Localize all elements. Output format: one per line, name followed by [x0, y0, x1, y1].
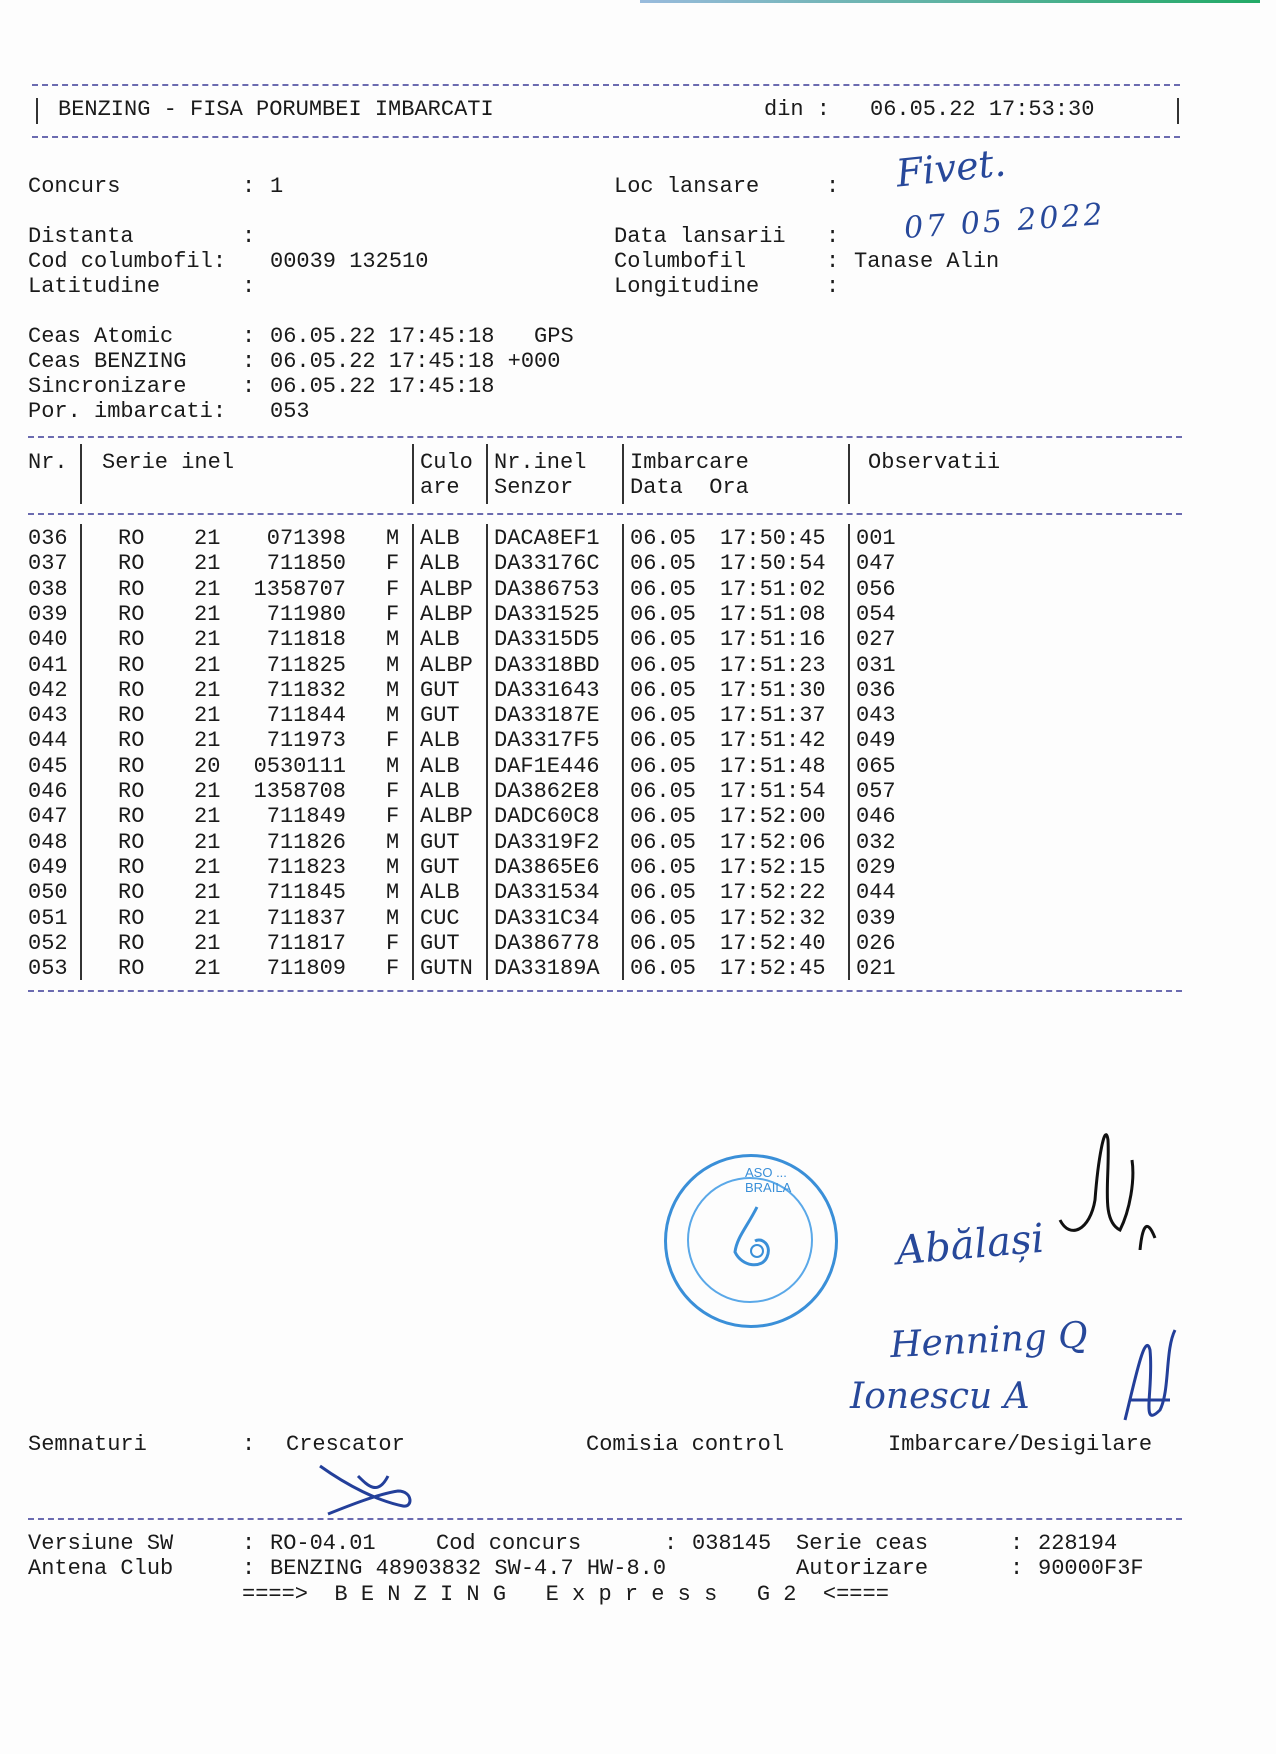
cell-an: 20 — [194, 753, 221, 779]
signature-scribble-1 — [1050, 1120, 1160, 1250]
table-row — [0, 931, 1276, 956]
cell-inel: 711980 — [266, 601, 346, 627]
cell-senzor: DA33176C — [494, 551, 600, 577]
cell-obs: 036 — [856, 677, 896, 703]
cell-sex: M — [386, 627, 400, 653]
autorizare-label: Autorizare — [796, 1556, 929, 1581]
cell-sex: M — [386, 753, 400, 779]
crescator-label: Crescator — [286, 1432, 405, 1457]
cell-tara: RO — [118, 804, 145, 830]
cell-senzor: DA386778 — [494, 930, 600, 956]
cell-tara: RO — [118, 526, 145, 551]
cell-nr: 045 — [28, 753, 68, 779]
cell-inel: 711849 — [266, 804, 346, 830]
cell-nr: 052 — [28, 930, 68, 956]
cell-ora: 17:52:00 — [720, 804, 826, 830]
cell-data: 06.05 — [630, 677, 697, 703]
cell-obs: 054 — [856, 601, 896, 627]
versiune-colon: : — [242, 1531, 256, 1556]
cell-obs: 032 — [856, 829, 896, 855]
cell-data: 06.05 — [630, 728, 697, 754]
cell-inel: 711850 — [266, 551, 346, 577]
cell-data: 06.05 — [630, 753, 697, 779]
col-are-header: are — [420, 475, 460, 500]
din-value: 06.05.22 17:53:30 — [870, 97, 1095, 122]
crescator-signature-scribble — [318, 1456, 418, 1516]
cell-culoare: GUTN — [420, 956, 473, 982]
longitudine-colon: : — [826, 274, 840, 299]
cell-tara: RO — [118, 753, 145, 779]
cell-sex: F — [386, 728, 400, 754]
col-imbarcare-header: Imbarcare — [630, 450, 749, 475]
imbarcare-desigilare-label: Imbarcare/Desigilare — [888, 1432, 1153, 1457]
cell-obs: 029 — [856, 854, 896, 880]
latitudine-colon: : — [242, 274, 256, 299]
cell-sex: M — [386, 880, 400, 906]
cell-data: 06.05 — [630, 804, 697, 830]
loc-lansare-handwritten: Fivet. — [894, 140, 1008, 196]
footer-rule — [28, 1518, 1182, 1520]
cell-ora: 17:52:22 — [720, 880, 826, 906]
cell-ora: 17:51:02 — [720, 576, 826, 602]
cell-tara: RO — [118, 930, 145, 956]
cell-data: 06.05 — [630, 880, 697, 906]
cell-culoare: ALB — [420, 753, 460, 779]
col-dataora-header: Data Ora — [630, 475, 749, 500]
cell-nr: 041 — [28, 652, 68, 678]
cell-an: 21 — [194, 526, 221, 551]
cell-sex: M — [386, 829, 400, 855]
cell-obs: 044 — [856, 880, 896, 906]
cell-ora: 17:52:32 — [720, 905, 826, 931]
serie-ceas-value: 228194 — [1038, 1531, 1118, 1556]
cell-obs: 001 — [856, 526, 896, 551]
distanta-label: Distanta — [28, 224, 134, 249]
cell-ora: 17:52:15 — [720, 854, 826, 880]
din-label: din : — [764, 97, 831, 122]
cell-sex: M — [386, 905, 400, 931]
header-top-rule — [32, 84, 1180, 86]
cell-ora: 17:51:54 — [720, 779, 826, 804]
cell-senzor: DA331643 — [494, 677, 600, 703]
header-left-bar — [36, 98, 38, 124]
cell-tara: RO — [118, 576, 145, 602]
ceas-benzing-value: 06.05.22 17:45:18 +000 — [270, 349, 561, 374]
cell-an: 21 — [194, 601, 221, 627]
cell-an: 21 — [194, 576, 221, 602]
cell-senzor: DA33189A — [494, 956, 600, 982]
cell-tara: RO — [118, 652, 145, 678]
cell-obs: 056 — [856, 576, 896, 602]
signature-name-2: Henning Q — [889, 1314, 1089, 1367]
cell-sex: M — [386, 703, 400, 729]
cod-columbofil-label: Cod columbofil: — [28, 249, 227, 274]
col-sep-4-head — [622, 444, 624, 504]
cell-senzor: DA331525 — [494, 601, 600, 627]
cell-tara: RO — [118, 601, 145, 627]
data-lansarii-colon: : — [826, 224, 840, 249]
cell-sex: M — [386, 677, 400, 703]
por-imbarcati-value: 053 — [270, 399, 310, 424]
data-lansarii-label: Data lansarii — [614, 224, 786, 249]
cell-tara: RO — [118, 677, 145, 703]
col-serie-header: Serie inel — [102, 450, 235, 475]
longitudine-label: Longitudine — [614, 274, 760, 299]
col-nr-header: Nr. — [28, 450, 68, 475]
cell-obs: 043 — [856, 703, 896, 729]
antena-value: BENZING 48903832 SW-4.7 HW-8.0 — [270, 1556, 667, 1581]
cell-culoare: ALB — [420, 779, 460, 804]
cell-culoare: CUC — [420, 905, 460, 931]
cod-concurs-value: 038145 — [692, 1531, 772, 1556]
cell-ora: 17:50:45 — [720, 526, 826, 551]
cell-inel: 711837 — [266, 905, 346, 931]
col-sep-1-head — [80, 444, 82, 504]
cell-tara: RO — [118, 728, 145, 754]
signature-name-1: Abălași — [894, 1215, 1047, 1275]
table-row — [0, 728, 1276, 753]
cell-an: 21 — [194, 880, 221, 906]
concurs-value: 1 — [270, 174, 284, 199]
cell-data: 06.05 — [630, 601, 697, 627]
cell-nr: 050 — [28, 880, 68, 906]
cell-obs: 049 — [856, 728, 896, 754]
cell-sex: M — [386, 652, 400, 678]
cell-senzor: DA386753 — [494, 576, 600, 602]
col-senzor-header: Senzor — [494, 475, 574, 500]
ceas-atomic-label: Ceas Atomic — [28, 324, 174, 349]
cell-data: 06.05 — [630, 576, 697, 602]
cell-tara: RO — [118, 703, 145, 729]
cell-nr: 047 — [28, 804, 68, 830]
table-row — [0, 526, 1276, 551]
cell-sex: F — [386, 576, 400, 602]
cell-ora: 17:52:40 — [720, 930, 826, 956]
cell-data: 06.05 — [630, 854, 697, 880]
cell-inel: 711823 — [266, 854, 346, 880]
table-row — [0, 804, 1276, 829]
cell-inel: 711826 — [266, 829, 346, 855]
pigeon-emblem-icon — [707, 1197, 797, 1287]
cell-nr: 048 — [28, 829, 68, 855]
page-title: BENZING - FISA PORUMBEI IMBARCATI — [58, 97, 494, 122]
table-row — [0, 577, 1276, 602]
cell-inel: 711818 — [266, 627, 346, 653]
table-row — [0, 653, 1276, 678]
table-row — [0, 627, 1276, 652]
cell-senzor: DA3319F2 — [494, 829, 600, 855]
cell-senzor: DA3862E8 — [494, 779, 600, 804]
cell-nr: 051 — [28, 905, 68, 931]
cell-an: 21 — [194, 905, 221, 931]
cell-obs: 057 — [856, 779, 896, 804]
semnaturi-colon: : — [242, 1432, 256, 1457]
cell-sex: F — [386, 956, 400, 982]
antena-colon: : — [242, 1556, 256, 1581]
cell-ora: 17:51:42 — [720, 728, 826, 754]
cell-inel: 711825 — [266, 652, 346, 678]
cell-an: 21 — [194, 627, 221, 653]
cell-ora: 17:50:54 — [720, 551, 826, 577]
table-row — [0, 855, 1276, 880]
cell-culoare: GUT — [420, 854, 460, 880]
cell-nr: 042 — [28, 677, 68, 703]
latitudine-label: Latitudine — [28, 274, 161, 299]
serie-ceas-label: Serie ceas — [796, 1531, 929, 1556]
cell-inel: 711844 — [266, 703, 346, 729]
scan-top-edge — [640, 0, 1260, 3]
cell-an: 21 — [194, 779, 221, 804]
cell-an: 21 — [194, 551, 221, 577]
cell-tara: RO — [118, 779, 145, 804]
cell-obs: 027 — [856, 627, 896, 653]
cell-inel: 711973 — [266, 728, 346, 754]
cell-obs: 065 — [856, 753, 896, 779]
sincronizare-colon: : — [242, 374, 256, 399]
cell-data: 06.05 — [630, 829, 697, 855]
cell-data: 06.05 — [630, 526, 697, 551]
signature-name-3: Ionescu A — [850, 1376, 1030, 1417]
sincronizare-value: 06.05.22 17:45:18 — [270, 374, 495, 399]
cod-columbofil-value: 00039 132510 — [270, 249, 429, 274]
cell-senzor: DA3865E6 — [494, 854, 600, 880]
ceas-atomic-colon: : — [242, 324, 256, 349]
cell-culoare: GUT — [420, 829, 460, 855]
cell-ora: 17:51:30 — [720, 677, 826, 703]
cell-sex: M — [386, 526, 400, 551]
cell-culoare: GUT — [420, 703, 460, 729]
col-sep-2-head — [412, 444, 414, 504]
col-nrinel-header: Nr.inel — [494, 450, 587, 475]
cell-senzor: DA3317F5 — [494, 728, 600, 754]
cell-inel: 0530111 — [253, 753, 346, 779]
cell-obs: 047 — [856, 551, 896, 577]
cell-culoare: ALBP — [420, 601, 473, 627]
cell-sex: M — [386, 854, 400, 880]
cell-culoare: ALB — [420, 627, 460, 653]
table-row — [0, 602, 1276, 627]
cell-an: 21 — [194, 804, 221, 830]
table-row — [0, 906, 1276, 931]
cell-obs: 026 — [856, 930, 896, 956]
cell-senzor: DA3318BD — [494, 652, 600, 678]
versiune-value: RO-04.01 — [270, 1531, 376, 1556]
cell-data: 06.05 — [630, 652, 697, 678]
cell-ora: 17:52:06 — [720, 829, 826, 855]
cell-culoare: ALBP — [420, 652, 473, 678]
header-bottom-rule — [32, 136, 1180, 138]
cell-sex: F — [386, 804, 400, 830]
cell-sex: F — [386, 779, 400, 804]
semnaturi-label: Semnaturi — [28, 1432, 147, 1457]
signature-scribble-2 — [1120, 1320, 1180, 1440]
cell-an: 21 — [194, 854, 221, 880]
columbofil-value: Tanase Alin — [854, 249, 1000, 274]
sincronizare-label: Sincronizare — [28, 374, 187, 399]
cell-senzor: DADC60C8 — [494, 804, 600, 830]
cell-an: 21 — [194, 956, 221, 982]
cell-ora: 17:51:08 — [720, 601, 826, 627]
table-bottom-rule — [28, 990, 1182, 992]
cell-nr: 044 — [28, 728, 68, 754]
cell-nr: 036 — [28, 526, 68, 551]
cell-culoare: ALB — [420, 728, 460, 754]
cell-nr: 046 — [28, 779, 68, 804]
cell-inel: 1358708 — [253, 779, 346, 804]
cell-nr: 049 — [28, 854, 68, 880]
cell-tara: RO — [118, 905, 145, 931]
table-row — [0, 678, 1276, 703]
cell-inel: 711832 — [266, 677, 346, 703]
columbofil-label: Columbofil — [614, 249, 747, 274]
table-row — [0, 956, 1276, 981]
cell-an: 21 — [194, 930, 221, 956]
cell-culoare: GUT — [420, 677, 460, 703]
cell-obs: 021 — [856, 956, 896, 982]
cell-tara: RO — [118, 627, 145, 653]
cell-culoare: ALBP — [420, 804, 473, 830]
versiune-label: Versiune SW — [28, 1531, 174, 1556]
cell-ora: 17:51:23 — [720, 652, 826, 678]
cell-senzor: DA331C34 — [494, 905, 600, 931]
cell-tara: RO — [118, 956, 145, 982]
table-row — [0, 830, 1276, 855]
cell-inel: 711845 — [266, 880, 346, 906]
table-row — [0, 754, 1276, 779]
cod-concurs-label: Cod concurs — [436, 1531, 582, 1556]
cell-data: 06.05 — [630, 779, 697, 804]
cell-nr: 043 — [28, 703, 68, 729]
cell-nr: 039 — [28, 601, 68, 627]
cell-obs: 046 — [856, 804, 896, 830]
col-observatii-header: Observatii — [868, 450, 1001, 475]
cell-an: 21 — [194, 829, 221, 855]
table-row — [0, 880, 1276, 905]
autorizare-colon: : — [1010, 1556, 1024, 1581]
cell-tara: RO — [118, 854, 145, 880]
cell-tara: RO — [118, 551, 145, 577]
cell-nr: 038 — [28, 576, 68, 602]
cell-culoare: ALB — [420, 551, 460, 577]
cell-an: 21 — [194, 703, 221, 729]
cell-ora: 17:51:37 — [720, 703, 826, 729]
cell-nr: 037 — [28, 551, 68, 577]
loc-lansare-colon: : — [826, 174, 840, 199]
por-imbarcati-label: Por. imbarcati: — [28, 399, 227, 424]
cell-culoare: ALB — [420, 526, 460, 551]
header-right-bar — [1177, 98, 1179, 124]
cell-obs: 031 — [856, 652, 896, 678]
cell-an: 21 — [194, 677, 221, 703]
table-row — [0, 779, 1276, 804]
cell-inel: 1358707 — [253, 576, 346, 602]
concurs-colon: : — [242, 174, 256, 199]
cell-obs: 039 — [856, 905, 896, 931]
cell-data: 06.05 — [630, 551, 697, 577]
association-stamp — [664, 1154, 838, 1328]
cell-data: 06.05 — [630, 930, 697, 956]
distanta-colon: : — [242, 224, 256, 249]
cell-senzor: DAF1E446 — [494, 753, 600, 779]
col-sep-5-head — [848, 444, 850, 504]
data-lansarii-handwritten: 07 05 2022 — [903, 197, 1107, 246]
serie-ceas-colon: : — [1010, 1531, 1024, 1556]
cell-tara: RO — [118, 829, 145, 855]
cell-data: 06.05 — [630, 905, 697, 931]
cell-culoare: GUT — [420, 930, 460, 956]
cell-data: 06.05 — [630, 956, 697, 982]
table-row — [0, 551, 1276, 576]
cell-data: 06.05 — [630, 627, 697, 653]
cell-culoare: ALB — [420, 880, 460, 906]
cell-ora: 17:51:16 — [720, 627, 826, 653]
ceas-atomic-value: 06.05.22 17:45:18 GPS — [270, 324, 574, 349]
cell-senzor: DA3315D5 — [494, 627, 600, 653]
concurs-label: Concurs — [28, 174, 121, 199]
cell-an: 21 — [194, 652, 221, 678]
cell-sex: F — [386, 601, 400, 627]
cell-senzor: DA33187E — [494, 703, 600, 729]
cell-ora: 17:52:45 — [720, 956, 826, 982]
ceas-benzing-label: Ceas BENZING — [28, 349, 187, 374]
cell-inel: 711817 — [266, 930, 346, 956]
table-header-rule — [28, 513, 1182, 515]
table-row — [0, 703, 1276, 728]
columbofil-colon: : — [826, 249, 840, 274]
cell-inel: 071398 — [266, 526, 346, 551]
comisia-control-label: Comisia control — [586, 1432, 785, 1457]
table-top-rule — [28, 436, 1182, 438]
cell-sex: F — [386, 551, 400, 577]
cell-sex: F — [386, 930, 400, 956]
cell-data: 06.05 — [630, 703, 697, 729]
cell-culoare: ALBP — [420, 576, 473, 602]
antena-label: Antena Club — [28, 1556, 174, 1581]
cod-concurs-colon: : — [664, 1531, 678, 1556]
cell-senzor: DA331534 — [494, 880, 600, 906]
cell-an: 21 — [194, 728, 221, 754]
cell-nr: 040 — [28, 627, 68, 653]
cell-ora: 17:51:48 — [720, 753, 826, 779]
loc-lansare-label: Loc lansare — [614, 174, 760, 199]
col-culo-header: Culo — [420, 450, 473, 475]
stamp-text: ASO ... BRAILA — [745, 1165, 792, 1195]
col-sep-3-head — [486, 444, 488, 504]
cell-nr: 053 — [28, 956, 68, 982]
cell-senzor: DACA8EF1 — [494, 526, 600, 551]
autorizare-value: 90000F3F — [1038, 1556, 1144, 1581]
ceas-benzing-colon: : — [242, 349, 256, 374]
benzing-express-banner: ====> B E N Z I N G E x p r e s s G 2 <==== — [242, 1582, 889, 1607]
cell-tara: RO — [118, 880, 145, 906]
cell-inel: 711809 — [266, 956, 346, 982]
